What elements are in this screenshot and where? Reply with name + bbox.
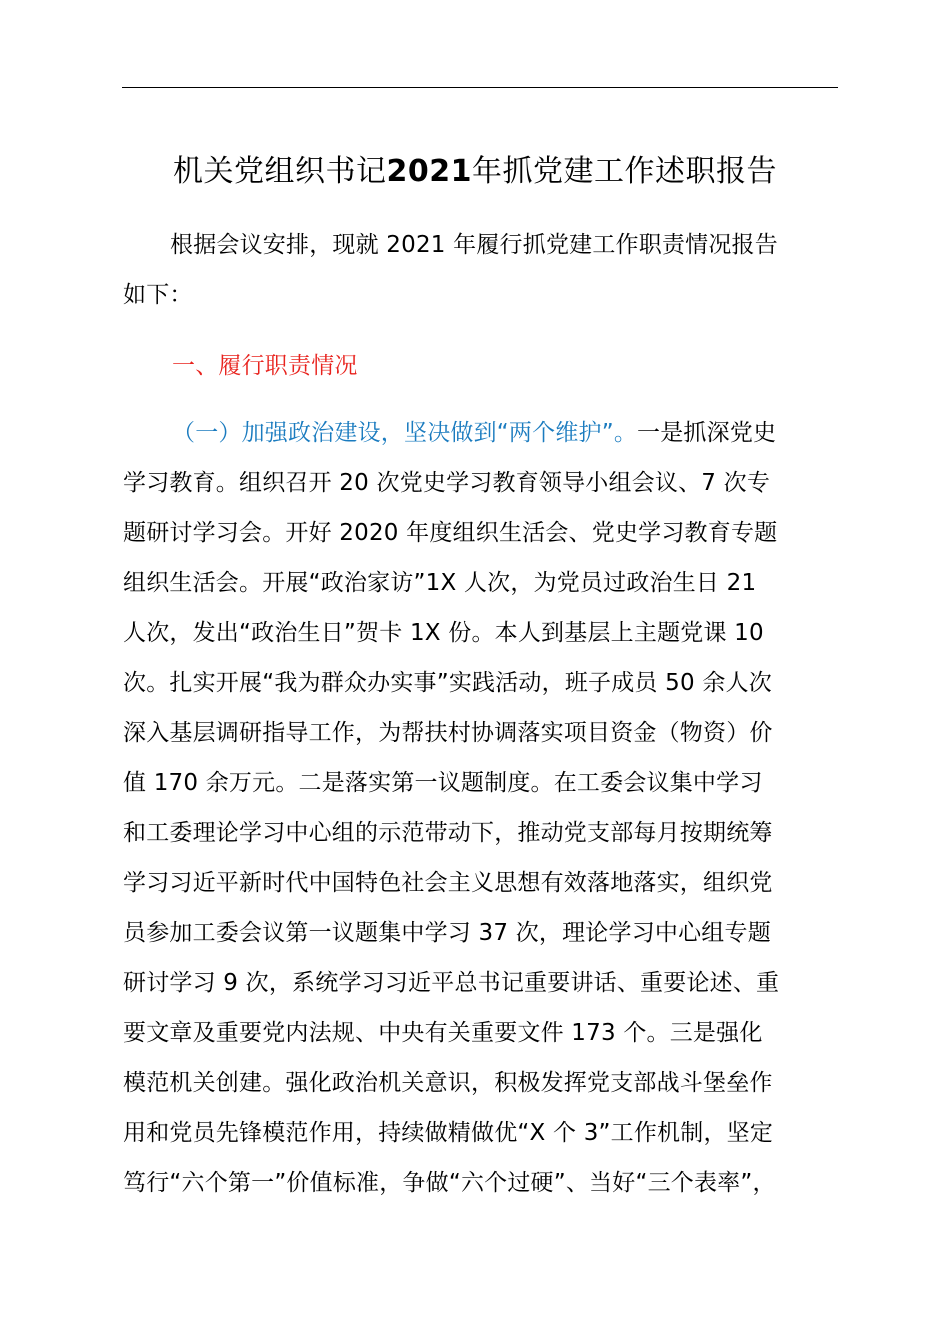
body-line: 题研讨学习会。开好 2020 年度组织生活会、党史学习教育专题 bbox=[123, 520, 778, 546]
header-rule bbox=[122, 87, 838, 88]
title-prefix: 机关党组织书记 bbox=[173, 154, 387, 189]
body-line: 人次，发出“政治生日”贺卡 1X 份。本人到基层上主题党课 10 bbox=[123, 620, 764, 646]
body-line: 模范机关创建。强化政治机关意识，积极发挥党支部战斗堡垒作 bbox=[123, 1070, 773, 1096]
body-line: 深入基层调研指导工作，为帮扶村协调落实项目资金（物资）价 bbox=[123, 720, 773, 746]
body-line: 研讨学习 9 次，系统学习习近平总书记重要讲话、重要论述、重 bbox=[123, 970, 780, 996]
intro-line-1: 根据会议安排，现就 2021 年履行抓党建工作职责情况报告 bbox=[170, 232, 778, 258]
title-suffix: 年抓党建工作述职报告 bbox=[472, 154, 777, 189]
body-line: 员参加工委会议第一议题集中学习 37 次，理论学习中心组专题 bbox=[123, 920, 771, 946]
document-title bbox=[0, 150, 950, 194]
subsection-heading: （一）加强政治建设，坚决做到“两个维护”。 bbox=[172, 420, 638, 446]
body-line: 学习教育。组织召开 20 次党史学习教育领导小组会议、7 次专 bbox=[123, 470, 771, 496]
body-line: 学习习近平新时代中国特色社会主义思想有效落地落实，组织党 bbox=[123, 870, 773, 896]
section-heading: 一、履行职责情况 bbox=[172, 353, 358, 379]
body-line: 笃行“六个第一”价值标准，争做“六个过硬”、当好“三个表率”， bbox=[123, 1170, 776, 1196]
body-line: 用和党员先锋模范作用，持续做精做优“X 个 3”工作机制，坚定 bbox=[123, 1120, 774, 1146]
body-line-first bbox=[123, 416, 892, 450]
title-year: 2021 bbox=[386, 154, 472, 189]
body-line: 和工委理论学习中心组的示范带动下，推动党支部每月按期统筹 bbox=[123, 820, 773, 846]
body-line: 要文章及重要党内法规、中央有关重要文件 173 个。三是强化 bbox=[123, 1020, 763, 1046]
body-line: 次。扎实开展“我为群众办实事”实践活动，班子成员 50 余人次 bbox=[123, 670, 772, 696]
body-line: 组织生活会。开展“政治家访”1X 人次，为党员过政治生日 21 bbox=[123, 570, 757, 596]
body-first-rest: 一是抓深党史 bbox=[637, 420, 777, 446]
intro-line-2: 如下： bbox=[123, 282, 193, 308]
body-line: 值 170 余万元。二是落实第一议题制度。在工委会议集中学习 bbox=[123, 770, 763, 796]
